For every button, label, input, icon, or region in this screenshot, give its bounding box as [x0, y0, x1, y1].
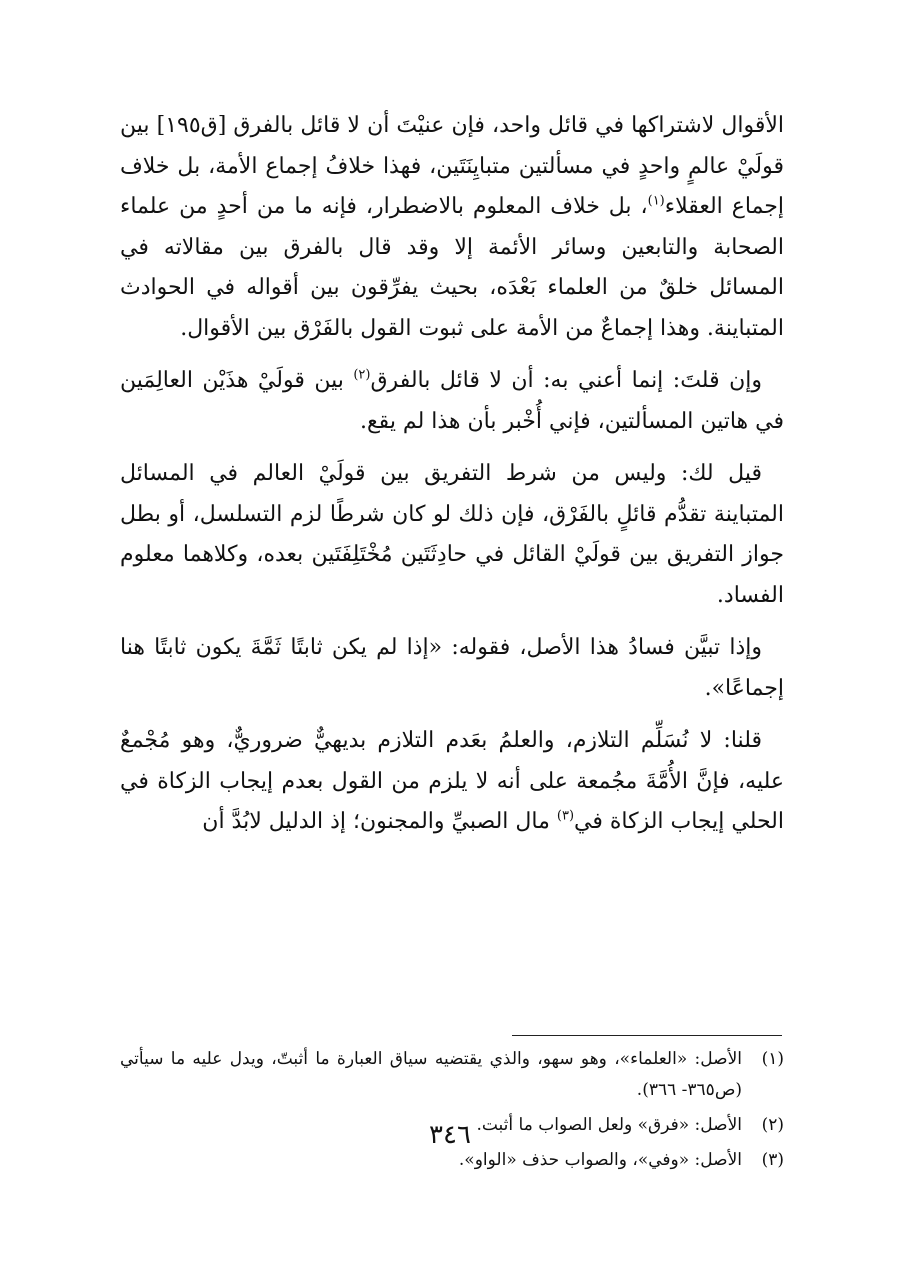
footnote-number: (٣): [761, 1150, 784, 1170]
note-marker-1: (١): [647, 193, 665, 209]
paragraph-2-tail: بين قولَيْ هذَيْن العالِمَين في هاتين المسألتين، فإني أُخْبر بأن هذا لم يقع.: [120, 368, 784, 434]
paragraph-1-tail: ، بل خلاف المعلوم بالاضطرار، فإنه ما من أحدٍ من علماء الصحابة والتابعين وسائر الأئمة إلا وقد قال بالفرق بين مقالاته في المسائل خلقٌ من العلماء بَعْدَه، بحيث يفرِّقون بين أقواله في الحوادث المتباينة. وهذا إجماعٌ من الأمة على ثبوت القول بالفَرْق بين الأقوال.: [120, 194, 784, 341]
paragraph-5-text: قلنا: لا نُسَلِّم التلازم، والعلمُ بعَدم التلازم بديهيٌّ ضروريٌّ، وهو مُجْمعٌ عليه، فإنَّ الأُمَّةَ مجُمعة على أنه لا يلزم من القول بعدم إيجاب الزكاة في الحلي إيجاب الزكاة في: [120, 728, 784, 834]
footnote-separator: [512, 1035, 782, 1036]
footnote-text: الأصل: «فرق» ولعل الصواب ما أثبت.: [476, 1115, 742, 1135]
paragraph-4: وإذا تبيَّن فسادُ هذا الأصل، فقوله: «إذا لم يكن ثابتًا ثَمَّةَ يكون ثابتًا هنا إجماعًا».: [120, 635, 784, 701]
paragraph-2-text: وإن قلتَ: إنما أعني به: أن لا قائل بالفرق: [370, 368, 762, 393]
paragraph-2: [120, 361, 784, 442]
main-text: [120, 106, 784, 855]
footnote-text: الأصل: «وفي»، والصواب حذف «الواو».: [458, 1150, 742, 1170]
page-number: ٣٤٦: [429, 1120, 471, 1150]
footnote-1: [120, 1044, 784, 1106]
paragraph-3: قيل لك: وليس من شرط التفريق بين قولَيْ العالم في المسائل المتباينة تقدُّم قائلٍ بالفَرْق، فإن ذلك لو كان شرطًا لزم التسلسل، أو بطل جواز التفريق بين قولَيْ القائل في حادِثَتَين مُخْتَلِفَتَين بعده، وكلاهما معلوم الفساد.: [120, 461, 784, 608]
footnote-number: (١): [761, 1049, 784, 1069]
paragraph-1: [120, 106, 784, 349]
note-marker-2: (٢): [353, 367, 371, 383]
note-marker-3: (٣): [556, 808, 575, 824]
footnote-number: (٢): [761, 1115, 784, 1135]
paragraph-1-text: الأقوال لاشتراكها في قائل واحد، فإن عنيْتَ أن لا قائل بالفرق [ق١٩٥] بين قولَيْ عالمٍ واحدٍ في مسألتين متبايِنَتَين، فهذا خلافُ إجماع الأمة، بل خلاف إجماع العقلاء: [120, 113, 784, 219]
paragraph-5: [120, 721, 784, 843]
footnotes: [120, 1044, 784, 1180]
paragraph-5-tail: مال الصبيِّ والمجنون؛ إذ الدليل لابُدَّ أن: [202, 809, 557, 834]
footnote-text: الأصل: «العلماء»، وهو سهو، والذي يقتضيه سياق العبارة ما أثبتّ، ويدل عليه ما سيأتي (ص٣٦٥- ٣٦٦).: [120, 1049, 742, 1100]
